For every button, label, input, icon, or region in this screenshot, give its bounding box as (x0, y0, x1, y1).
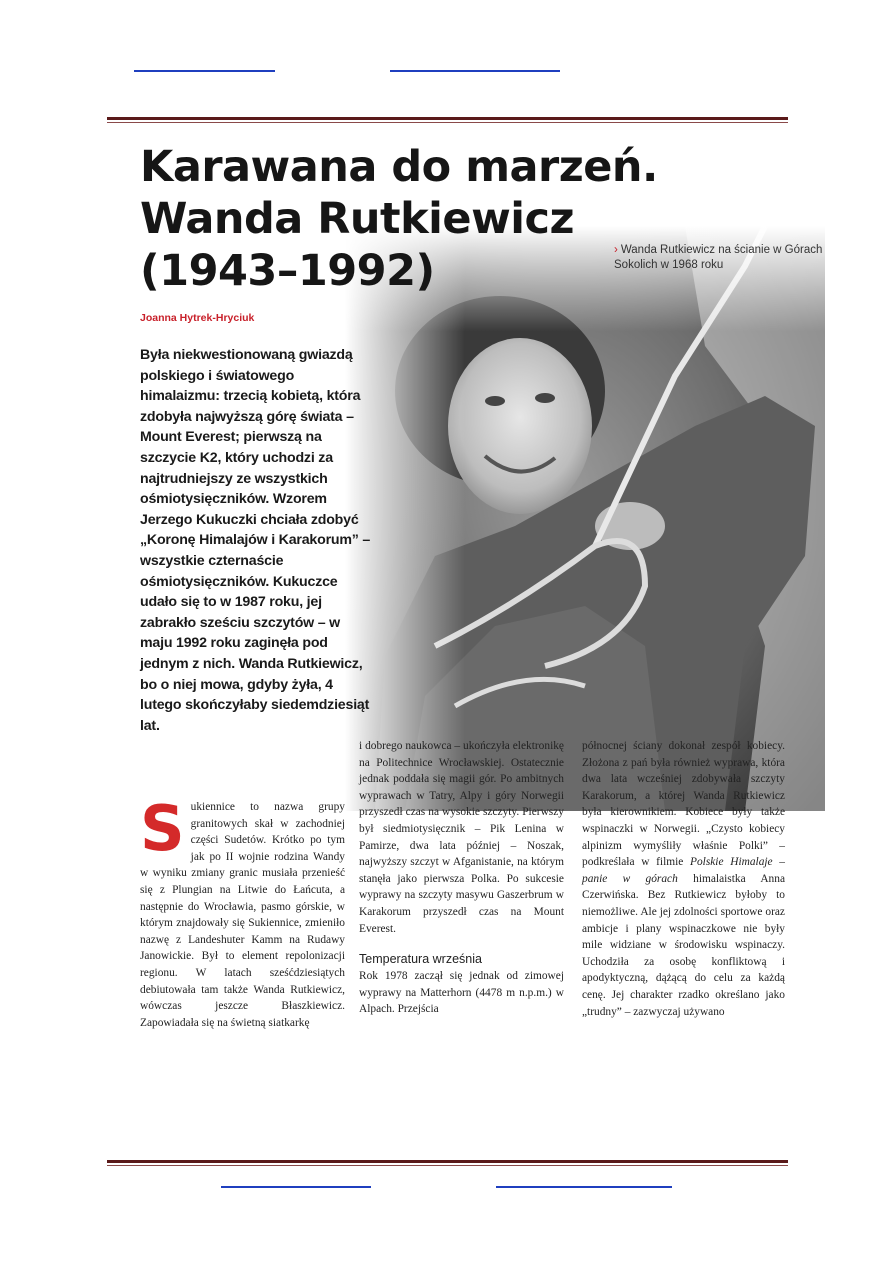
footer-link-right[interactable] (496, 1186, 672, 1188)
column-1-text: ukiennice to nazwa grupy granitowych skał w zachodniej części Sudetów. Krótko po tym jak po II wojnie rodzina Wandy w wyniku zmiany granic musiała przenieść się z Plungian na Litwie do Łańcuta, a następnie do Wrocławia, pasmo górskie, w którym znajdowały się Sukiennice, zmieniło nazwę z Landeshuter Kamm na Rudawy Janowickie. Był to element repolonizacji regionu. W latach sześćdziesiątych debiutowała tam także Wanda Rutkiewicz, wówczas jeszcze Błaszkiewicz. Zapowiadała się na świetną siatkarkę (140, 801, 345, 1029)
column-3-text-b: himalaistka Anna Czerwińska. Bez Rutkiewicz byłoby to niemożliwe. Ale jej zdolności sportowe oraz ambicje i plany wspinaczkowe nie były mile widziane w środowisku wspinaczy. Uchodziła za osobę konfliktową i apodyktyczną, dążącą do celu za każdą cenę. Jej charakter rzadko określano jako „trudny” – zazwyczaj używano (582, 872, 785, 1018)
climber-photo (345, 226, 825, 811)
caption-arrow-icon: › (614, 244, 618, 256)
title-line-3: (1943–1992) (140, 246, 435, 296)
caption-text: Wanda Rutkiewicz na ścianie w Górach Sokolich w 1968 roku (614, 244, 823, 271)
title-line-1: Karawana do marzeń. (140, 142, 658, 192)
column-2 (359, 738, 564, 1018)
article-title (140, 141, 700, 297)
drop-cap: S (140, 792, 185, 865)
header-link-right[interactable] (390, 70, 560, 72)
column-2-text: i dobrego naukowca – ukończyła elektronikę na Politechnice Wrocławskiej. Ostatecznie jednak poddała się magii gór. Po ambitnych wyprawach w Tatry, Alpy i góry Norwegii przyszedł czas na wysokie szczyty. Pierwszy był siedmiotysięcznik – Pik Lenina w Pamirze, dwa lata później – Noszak, najwyższy szczyt w Afganistanie, na którym stanęła jako pierwsza Polka. Po sukcesie wyprawy na szczyty masywu Gaszerbrum w Karakorum przyszedł czas na Mount Everest. (359, 740, 564, 935)
column-3-text-a: północnej ściany dokonał zespół kobiecy. Złożona z pań była również wyprawa, która dwa lata wcześniej zdobywała szczyty Karakorum, a której Wanda Rutkiewicz była kierownikiem. Kobiece były także wspinaczki w Norwegii. „Czysto kobiecy alpinizm wymyśliły właśnie Polki” – podkreślała w filmie (582, 740, 785, 869)
author-byline: Joanna Hytrek-Hryciuk (140, 312, 255, 324)
column-3 (582, 738, 785, 1020)
header-link-left[interactable] (134, 70, 275, 72)
header-rule (107, 117, 788, 123)
column-2-text-after: Rok 1978 zaczął się jednak od zimowej wyprawy na Matterhorn (4478 m n.p.m.) w Alpach. Przejścia (359, 970, 564, 1016)
film-title: Polskie Himalaje – panie w górach (582, 856, 785, 885)
lead-paragraph: Była niekwestionowaną gwiazdą polskiego i światowego himalaizmu: trzecią kobietą, która zdobyła najwyższą górę świata – Mount Everest; pierwszą na szczycie K2, który uchodzi za najtrudniejszy ze wszystkich ośmiotysięczników. Wzorem Jerzego Kukuczki chciała zdobyć „Koronę Himalajów i Karakorum” – wszystkie czternaście ośmiotysięczników. Kukuczce udało się to w 1987 roku, jej zabrakło sześciu szczytów – w maju 1992 roku zaginęła pod jednym z nich. Wanda Rutkiewicz, bo o niej mowa, gdyby żyła, 4 lutego skończyłaby siedemdziesiąt lat. (140, 347, 371, 734)
column-1 (140, 792, 345, 1031)
title-line-2: Wanda Rutkiewicz (140, 194, 575, 244)
footer-rule (107, 1160, 788, 1166)
photo-caption (614, 243, 825, 273)
magazine-page (130, 131, 825, 1064)
footer-link-left[interactable] (221, 1186, 371, 1188)
section-subheading: Temperatura września (359, 952, 482, 967)
